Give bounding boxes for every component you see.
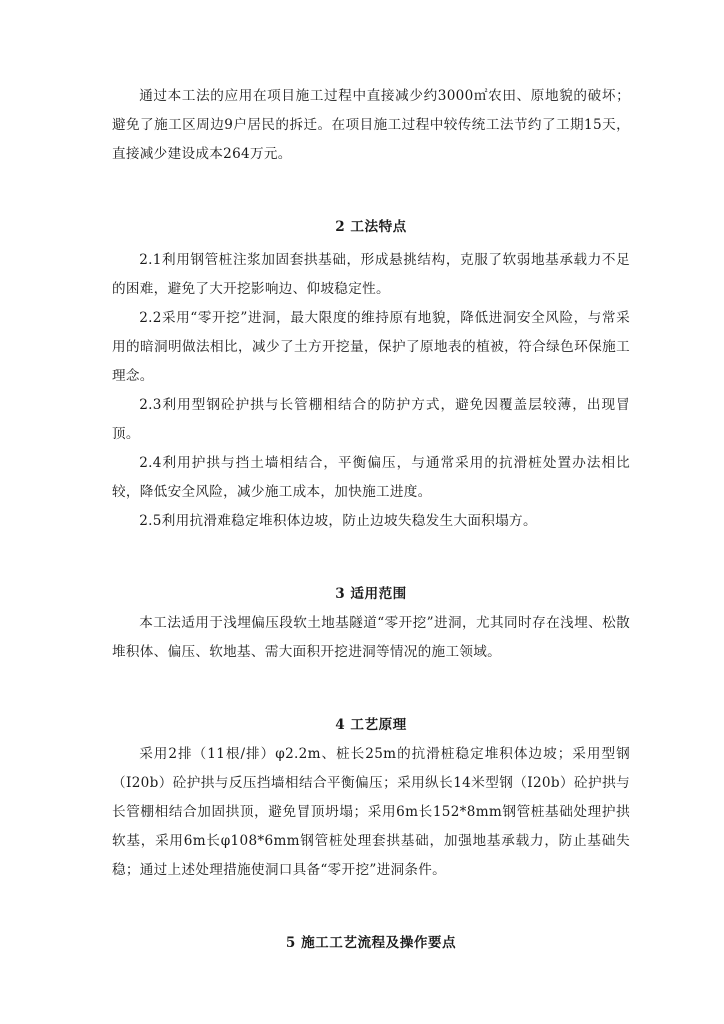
section-title-process: 5 施工工艺流程及操作要点 <box>285 935 457 951</box>
features-paragraph-2-2: 2.2采用“零开挖”进洞，最大限度的维持原有地貌，降低进洞安全风险，与常采用的暗洞明做法相比，减少了土方开挖量，保护了原地表的植被，符合绿色环保施工理念。 <box>112 310 630 384</box>
features-paragraph-2-5: 2.5利用抗滑难稳定堆积体边坡，防止边坡失稳发生大面积塌方。 <box>139 513 537 529</box>
principle-paragraph: 采用2排（11根/排）φ2.2m、桩长25m的抗滑桩稳定堆积体边坡；采用型钢（I20b）砼护拱与反压挡墙相结合平衡偏压；采用纵长14米型钢（I20b）砼护拱与长管棚相结合加固拱顶，避免冒顶坍塌；采用6m长152*8mm钢管桩基础处理护拱软基，采用6m长φ108*6mm钢管桩处理套拱基础，加强地基承载力，防止基础失稳；通过上述处理措施使洞口具备“零开挖”进洞条件。 <box>112 746 630 878</box>
section-title-principle: 4 工艺原理 <box>335 717 407 733</box>
intro-paragraph: 通过本工法的应用在项目施工过程中直接减少约3000㎡农田、原地貌的破坏；避免了施工区周边9户居民的拆迁。在项目施工过程中较传统工法节约了工期15天，直接减少建设成本264万元。 <box>112 88 630 162</box>
features-paragraph-2-3: 2.3利用型钢砼护拱与长管棚相结合的防护方式，避免因覆盖层较薄，出现冒顶。 <box>112 397 630 442</box>
section-title-features: 2 工法特点 <box>335 219 407 235</box>
features-paragraph-2-4: 2.4利用护拱与挡土墙相结合，平衡偏压，与通常采用的抗滑桩处置办法相比较，降低安全风险，减少施工成本，加快施工进度。 <box>112 455 630 500</box>
section-title-scope: 3 适用范围 <box>335 586 407 602</box>
scope-paragraph: 本工法适用于浅埋偏压段软土地基隧道“零开挖”进洞，尤其同时存在浅埋、松散堆积体、偏压、软地基、需大面积开挖进洞等情况的施工领域。 <box>112 615 630 660</box>
features-paragraph-2-1: 2.1利用钢管桩注浆加固套拱基础，形成悬挑结构，克服了软弱地基承载力不足的困难，避免了大开挖影响边、仰坡稳定性。 <box>112 252 630 297</box>
